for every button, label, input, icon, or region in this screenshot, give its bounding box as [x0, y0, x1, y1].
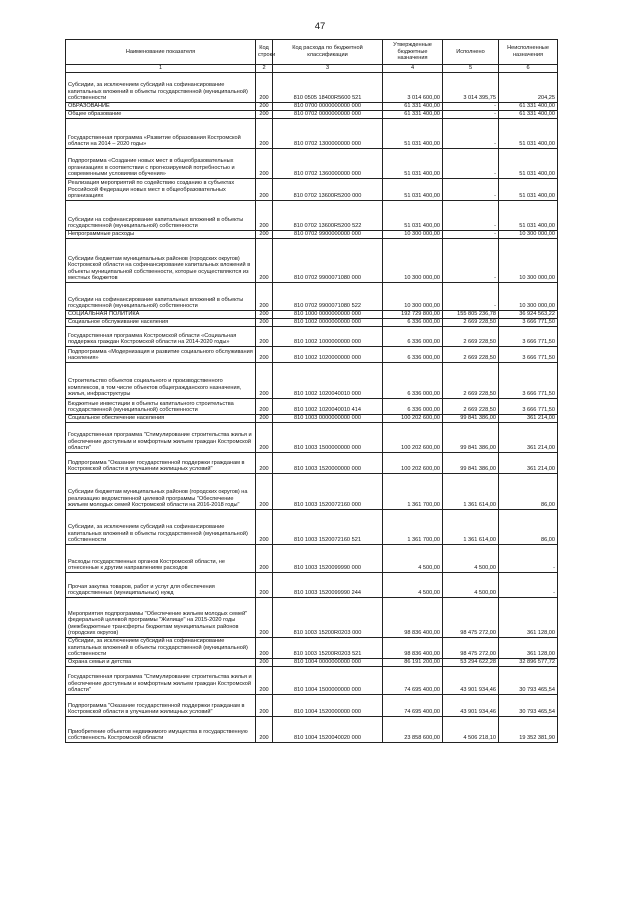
- table-row: [66, 423, 558, 453]
- row-budget-code: 810 1002 1000000000 000: [273, 327, 383, 347]
- row-name: Реализация мероприятий по содействию созданию в субъектах Российской Федерации новых мест в общеобразовательных организациях: [66, 179, 256, 201]
- row-code: 200: [256, 73, 273, 103]
- table-row: [66, 667, 558, 695]
- row-code: 200: [256, 319, 273, 327]
- column-number: 2: [256, 65, 273, 73]
- row-code: 200: [256, 327, 273, 347]
- table-row: [66, 239, 558, 283]
- table-row: [66, 638, 558, 659]
- row-approved: 10 300 000,00: [383, 283, 443, 311]
- row-code: 200: [256, 717, 273, 743]
- row-code: 200: [256, 510, 273, 545]
- row-budget-code: 810 0505 18400R5600 521: [273, 73, 383, 103]
- row-name: Непрограммные расходы: [66, 231, 256, 239]
- row-executed: 2 669 228,50: [443, 327, 499, 347]
- row-code: 200: [256, 695, 273, 717]
- row-unexecuted: 86,00: [499, 510, 558, 545]
- row-approved: 86 191 200,00: [383, 659, 443, 667]
- row-unexecuted: 36 924 563,22: [499, 311, 558, 319]
- row-budget-code: 810 1003 15200R0203 521: [273, 638, 383, 659]
- table-row: [66, 179, 558, 201]
- row-code: 200: [256, 667, 273, 695]
- row-unexecuted: 51 031 400,00: [499, 149, 558, 179]
- row-name: Прочая закупка товаров, работ и услуг для обеспечения государственных (муниципальных) нужд: [66, 573, 256, 598]
- row-executed: 99 841 386,00: [443, 415, 499, 423]
- row-name: Субсидии, за исключением субсидий на софинансирование капитальных вложений в объекты государственной (муниципальной) собственности: [66, 73, 256, 103]
- row-unexecuted: 361 214,00: [499, 415, 558, 423]
- row-name: Подпрограмма "Оказание государственной поддержки гражданам в Костромской области в улучшении жилищных условий": [66, 695, 256, 717]
- row-code: 200: [256, 573, 273, 598]
- row-name: Государственная программа Костромской области «Социальная поддержка граждан Костромской области на 2014-2020 годы»: [66, 327, 256, 347]
- row-name: Социальное обслуживание населения: [66, 319, 256, 327]
- table-row: [66, 149, 558, 179]
- row-executed: 2 669 228,50: [443, 399, 499, 415]
- row-unexecuted: 3 666 771,50: [499, 399, 558, 415]
- row-name: Подпрограмма "Оказание государственной поддержки гражданам в Костромской области в улучшении жилищных условий": [66, 453, 256, 474]
- row-approved: 1 361 700,00: [383, 510, 443, 545]
- row-budget-code: 810 0700 0000000000 000: [273, 103, 383, 111]
- row-unexecuted: 51 031 400,00: [499, 201, 558, 231]
- row-unexecuted: 361 214,00: [499, 423, 558, 453]
- page-number: 47: [314, 21, 326, 32]
- row-executed: -: [443, 231, 499, 239]
- row-approved: 51 031 400,00: [383, 179, 443, 201]
- row-executed: -: [443, 119, 499, 149]
- row-name: Охрана семьи и детства: [66, 659, 256, 667]
- row-approved: 51 031 400,00: [383, 149, 443, 179]
- row-name: Строительство объектов социального и производственного комплексов, в том числе объектов общегражданского назначения, жилья, инфраструктуры: [66, 363, 256, 399]
- table-row: [66, 73, 558, 103]
- row-name: Субсидии, за исключением субсидий на софинансирование капитальных вложений в объекты государственной (муниципальной) собственности: [66, 638, 256, 659]
- row-executed: -: [443, 283, 499, 311]
- table-row: [66, 201, 558, 231]
- table-row: [66, 103, 558, 111]
- row-approved: 51 031 400,00: [383, 201, 443, 231]
- row-code: 200: [256, 399, 273, 415]
- row-approved: 100 202 600,00: [383, 423, 443, 453]
- row-executed: -: [443, 103, 499, 111]
- row-unexecuted: 361 214,00: [499, 453, 558, 474]
- row-unexecuted: 10 300 000,00: [499, 239, 558, 283]
- row-unexecuted: 361 128,00: [499, 638, 558, 659]
- row-executed: -: [443, 149, 499, 179]
- row-code: 200: [256, 638, 273, 659]
- table-row: [66, 474, 558, 510]
- row-budget-code: 810 0702 9900000000 000: [273, 231, 383, 239]
- row-executed: 4 500,00: [443, 573, 499, 598]
- row-code: 200: [256, 201, 273, 231]
- row-code: 200: [256, 111, 273, 119]
- row-budget-code: 810 1003 1520072160 000: [273, 474, 383, 510]
- row-name: Бюджетные инвестиции в объекты капитального строительства государственной (муниципальной) собственности: [66, 399, 256, 415]
- row-name: Социальное обеспечение населения: [66, 415, 256, 423]
- table-row: [66, 573, 558, 598]
- row-budget-code: 810 0702 13600R5200 522: [273, 201, 383, 231]
- row-name: Мероприятия подпрограммы "Обеспечение жильем молодых семей" федеральной целевой программы "Жилище" на 2015-2020 годы (межбюджетные трансферты бюджетам муниципальных районов (городских округов): [66, 598, 256, 638]
- row-unexecuted: 51 031 400,00: [499, 179, 558, 201]
- row-code: 200: [256, 347, 273, 363]
- row-executed: -: [443, 239, 499, 283]
- row-name: Субсидии бюджетам муниципальных районов (городских округов) на реализацию ведомственной целевой программы "Обеспечение жильем молодых семей Костромской области на 2016-2018 годы": [66, 474, 256, 510]
- row-unexecuted: 3 666 771,50: [499, 319, 558, 327]
- row-executed: 2 669 228,50: [443, 347, 499, 363]
- row-approved: 10 300 000,00: [383, 231, 443, 239]
- row-approved: 98 836 400,00: [383, 598, 443, 638]
- row-approved: 23 858 600,00: [383, 717, 443, 743]
- table-row: [66, 695, 558, 717]
- row-budget-code: 810 0702 13600R5200 000: [273, 179, 383, 201]
- row-code: 200: [256, 231, 273, 239]
- row-name: Субсидии на софинансирование капитальных вложений в объекты государственной (муниципальной) собственности: [66, 283, 256, 311]
- table-row: [66, 119, 558, 149]
- table-row: [66, 659, 558, 667]
- row-approved: 98 836 400,00: [383, 638, 443, 659]
- table-row: [66, 327, 558, 347]
- column-number: 1: [66, 65, 256, 73]
- row-unexecuted: 361 128,00: [499, 598, 558, 638]
- row-code: 200: [256, 311, 273, 319]
- row-budget-code: 810 1004 1520040020 000: [273, 717, 383, 743]
- row-code: 200: [256, 545, 273, 573]
- table-row: [66, 399, 558, 415]
- row-unexecuted: 51 031 400,00: [499, 119, 558, 149]
- row-approved: 61 331 400,00: [383, 111, 443, 119]
- row-approved: 6 336 000,00: [383, 319, 443, 327]
- row-name: Подпрограмма «Создание новых мест в общеобразовательных организациях в соответствии с прогнозируемой потребностью и современными условиями обучения»: [66, 149, 256, 179]
- row-unexecuted: 19 352 381,90: [499, 717, 558, 743]
- row-budget-code: 810 0702 0000000000 000: [273, 111, 383, 119]
- header-unexecuted: Неисполненные назначения: [499, 40, 558, 65]
- row-executed: 53 294 622,28: [443, 659, 499, 667]
- row-approved: 10 300 000,00: [383, 239, 443, 283]
- row-approved: 192 729 800,00: [383, 311, 443, 319]
- row-unexecuted: 86,00: [499, 474, 558, 510]
- row-code: 200: [256, 103, 273, 111]
- header-code: Код строки: [256, 40, 273, 65]
- row-unexecuted: 10 300 000,00: [499, 231, 558, 239]
- column-number: 5: [443, 65, 499, 73]
- row-executed: 43 901 934,46: [443, 695, 499, 717]
- row-approved: 6 336 000,00: [383, 327, 443, 347]
- row-budget-code: 810 1000 0000000000 000: [273, 311, 383, 319]
- row-budget-code: 810 1003 1520000000 000: [273, 453, 383, 474]
- table-row: [66, 347, 558, 363]
- row-code: 200: [256, 119, 273, 149]
- row-code: 200: [256, 149, 273, 179]
- row-unexecuted: 204,25: [499, 73, 558, 103]
- row-executed: 99 841 386,00: [443, 423, 499, 453]
- row-budget-code: 810 1004 1500000000 000: [273, 667, 383, 695]
- row-name: Приобретение объектов недвижимого имущества в государственную собственность Костромской области: [66, 717, 256, 743]
- row-name: Государственная программа "Стимулирование строительства жилья и обеспечение доступным и комфортным жильем граждан Костромской области": [66, 423, 256, 453]
- row-budget-code: 810 1004 0000000000 000: [273, 659, 383, 667]
- row-executed: 3 014 395,75: [443, 73, 499, 103]
- row-name: Расходы государственных органов Костромской области, не отнесенные к другим направлениям расходов: [66, 545, 256, 573]
- table-row: [66, 717, 558, 743]
- row-name: Государственная программа "Стимулирование строительства жилья и обеспечение доступным и комфортным жильем граждан Костромской области": [66, 667, 256, 695]
- table-row: [66, 311, 558, 319]
- row-approved: 100 202 600,00: [383, 453, 443, 474]
- row-approved: 3 014 600,00: [383, 73, 443, 103]
- row-unexecuted: 61 331 400,00: [499, 111, 558, 119]
- row-executed: 155 805 236,78: [443, 311, 499, 319]
- row-unexecuted: -: [499, 545, 558, 573]
- row-budget-code: 810 1003 1520072160 521: [273, 510, 383, 545]
- row-unexecuted: 61 331 400,00: [499, 103, 558, 111]
- row-approved: 4 500,00: [383, 545, 443, 573]
- row-budget-code: 810 1003 1520099990 244: [273, 573, 383, 598]
- row-approved: 74 695 400,00: [383, 667, 443, 695]
- row-name: Подпрограмма «Модернизация и развитие социального обслуживания населения»: [66, 347, 256, 363]
- row-executed: -: [443, 111, 499, 119]
- row-executed: 99 841 386,00: [443, 453, 499, 474]
- table-row: [66, 545, 558, 573]
- row-code: 200: [256, 415, 273, 423]
- column-number-row: [66, 65, 558, 73]
- table-header-row: [66, 40, 558, 65]
- row-budget-code: 810 1003 1500000000 000: [273, 423, 383, 453]
- row-name: Субсидии бюджетам муниципальных районов (городских округов) Костромской области на софинансирование капитальных вложений в объекты муниципальной собственности, которые осуществляются из местных бюджетов: [66, 239, 256, 283]
- row-approved: 74 695 400,00: [383, 695, 443, 717]
- row-unexecuted: 3 666 771,50: [499, 347, 558, 363]
- row-code: 200: [256, 283, 273, 311]
- table-row: [66, 283, 558, 311]
- row-approved: 6 336 000,00: [383, 347, 443, 363]
- table-body: [66, 73, 558, 743]
- row-name: Общее образование: [66, 111, 256, 119]
- row-executed: 4 500,00: [443, 545, 499, 573]
- column-number: 3: [273, 65, 383, 73]
- table-row: [66, 363, 558, 399]
- row-unexecuted: 10 300 000,00: [499, 283, 558, 311]
- row-budget-code: 810 1002 1020040010 414: [273, 399, 383, 415]
- row-approved: 100 202 600,00: [383, 415, 443, 423]
- row-executed: 4 506 218,10: [443, 717, 499, 743]
- table-row: [66, 111, 558, 119]
- row-code: 200: [256, 598, 273, 638]
- row-name: СОЦИАЛЬНАЯ ПОЛИТИКА: [66, 311, 256, 319]
- row-executed: 2 669 228,50: [443, 363, 499, 399]
- column-number: 4: [383, 65, 443, 73]
- row-approved: 6 336 000,00: [383, 363, 443, 399]
- row-code: 200: [256, 239, 273, 283]
- row-approved: 1 361 700,00: [383, 474, 443, 510]
- row-code: 200: [256, 453, 273, 474]
- row-budget-code: 810 0702 1300000000 000: [273, 119, 383, 149]
- row-unexecuted: -: [499, 573, 558, 598]
- budget-execution-table: [65, 39, 558, 743]
- row-name: Субсидии, за исключением субсидий на софинансирование капитальных вложений в объекты государственной (муниципальной) собственности: [66, 510, 256, 545]
- row-executed: 1 361 614,00: [443, 474, 499, 510]
- row-unexecuted: 3 666 771,50: [499, 363, 558, 399]
- row-budget-code: 810 0702 9900071080 522: [273, 283, 383, 311]
- table-row: [66, 510, 558, 545]
- header-approved: Утвержденные бюджетные назначения: [383, 40, 443, 65]
- row-budget-code: 810 1002 1020000000 000: [273, 347, 383, 363]
- column-number: 6: [499, 65, 558, 73]
- row-code: 200: [256, 659, 273, 667]
- row-approved: 61 331 400,00: [383, 103, 443, 111]
- header-kbk: Код расхода по бюджетной классификации: [273, 40, 383, 65]
- row-executed: 98 475 272,00: [443, 638, 499, 659]
- table-row: [66, 415, 558, 423]
- row-executed: 2 669 228,50: [443, 319, 499, 327]
- row-budget-code: 810 0702 1360000000 000: [273, 149, 383, 179]
- row-code: 200: [256, 179, 273, 201]
- row-name: Субсидии на софинансирование капитальных вложений в объекты государственной (муниципальной) собственности: [66, 201, 256, 231]
- row-approved: 6 336 000,00: [383, 399, 443, 415]
- row-budget-code: 810 1004 1520000000 000: [273, 695, 383, 717]
- header-name: Наименование показателя: [66, 40, 256, 65]
- row-budget-code: 810 1003 1520099990 000: [273, 545, 383, 573]
- row-approved: 51 031 400,00: [383, 119, 443, 149]
- row-name: ОБРАЗОВАНИЕ: [66, 103, 256, 111]
- table-row: [66, 231, 558, 239]
- row-budget-code: 810 1002 1020040010 000: [273, 363, 383, 399]
- row-code: 200: [256, 423, 273, 453]
- row-executed: 43 901 934,46: [443, 667, 499, 695]
- row-executed: 1 361 614,00: [443, 510, 499, 545]
- row-executed: -: [443, 201, 499, 231]
- header-executed: Исполнено: [443, 40, 499, 65]
- row-unexecuted: 3 666 771,50: [499, 327, 558, 347]
- row-unexecuted: 30 793 465,54: [499, 667, 558, 695]
- row-approved: 4 500,00: [383, 573, 443, 598]
- row-executed: 98 475 272,00: [443, 598, 499, 638]
- row-unexecuted: 32 896 577,72: [499, 659, 558, 667]
- row-unexecuted: 30 793 465,54: [499, 695, 558, 717]
- row-budget-code: 810 1003 15200R0203 000: [273, 598, 383, 638]
- row-code: 200: [256, 363, 273, 399]
- table-row: [66, 319, 558, 327]
- row-code: 200: [256, 474, 273, 510]
- row-budget-code: 810 1003 0000000000 000: [273, 415, 383, 423]
- table-row: [66, 453, 558, 474]
- table-row: [66, 598, 558, 638]
- row-budget-code: 810 0702 9900071080 000: [273, 239, 383, 283]
- row-budget-code: 810 1002 0000000000 000: [273, 319, 383, 327]
- row-name: Государственная программа «Развитие образования Костромской области на 2014 – 2020 годы»: [66, 119, 256, 149]
- row-executed: -: [443, 179, 499, 201]
